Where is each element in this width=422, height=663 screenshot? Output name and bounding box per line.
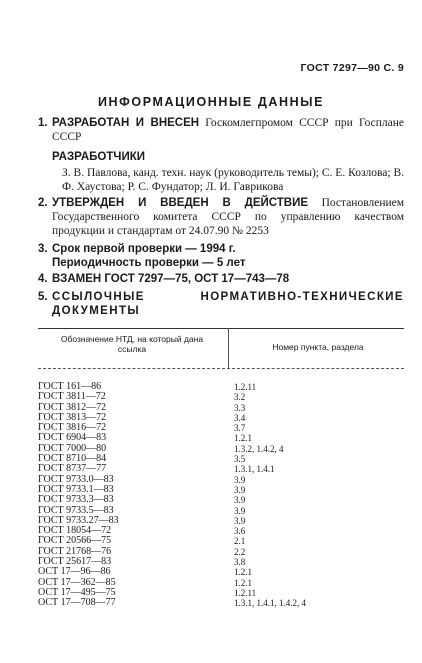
clause-number: 3.6	[234, 526, 246, 537]
item-heading: РАЗРАБОТАН И ВНЕСЕН	[52, 117, 200, 129]
clause-number: 3.3	[234, 402, 246, 413]
clause-number: 3.9	[234, 484, 246, 495]
document-designation: ГОСТ 3812—72	[38, 401, 107, 413]
developers-text: З. В. Павлова, канд. техн. наук (руководитель темы); С. Е. Козлова; В. Ф. Хаустова; Р. С. Фундатор; Л. И. Гаврикова	[62, 167, 404, 193]
clause-number: 1.2.1	[234, 577, 252, 588]
item-number: 5.	[38, 291, 48, 303]
clause-number: 3.4	[234, 412, 246, 423]
document-designation: ГОСТ 3813—72	[38, 411, 107, 423]
first-review-line: Срок первой проверки — 1994 г.	[52, 243, 236, 255]
table-row	[38, 598, 404, 608]
clause-number: 1.3.1, 1.4.1, 1.4.2, 4	[234, 598, 306, 609]
document-designation: ГОСТ 18054—72	[38, 525, 112, 537]
item-number: 3.	[38, 243, 48, 255]
clause-number: 3.8	[234, 557, 246, 568]
clause-number: 2.1	[234, 536, 246, 547]
item-text: ВЗАМЕН ГОСТ 7297—75, ОСТ 17—743—78	[52, 273, 290, 285]
item-heading: УТВЕРЖДЕН И ВВЕДЕН В ДЕЙСТВИЕ	[52, 197, 309, 209]
clause-number: 1.2.11	[234, 587, 257, 598]
item-text: Госкомлегпромом СССР при Госплане СССР	[52, 117, 404, 143]
document-designation: ГОСТ 8737—77	[38, 463, 107, 475]
clause-number: 3.5	[234, 454, 246, 465]
item-review	[38, 242, 404, 270]
table-header-document: Обозначение НТД, на который дана ссылка	[60, 334, 204, 354]
document-designation: ГОСТ 20566—75	[38, 535, 112, 547]
table-body	[38, 382, 404, 609]
document-designation: ГОСТ 9733.27—83	[38, 514, 119, 526]
document-designation: ГОСТ 9733.0—83	[38, 473, 114, 485]
item-references	[38, 290, 404, 318]
clause-number: 1.2.1	[234, 567, 252, 578]
clause-number: 1.2.11	[234, 382, 257, 392]
clause-number: 1.3.1, 1.4.1	[234, 464, 275, 475]
document-designation: ГОСТ 8710—84	[38, 453, 107, 465]
clause-number: 3.9	[234, 505, 246, 516]
document-designation: ГОСТ 6904—83	[38, 432, 107, 444]
clause-number: 2.2	[234, 546, 246, 557]
document-designation: ГОСТ 9733.1—83	[38, 483, 114, 495]
document-designation: ГОСТ 3811—72	[38, 391, 106, 403]
item-number: 2.	[38, 197, 48, 209]
review-period-line: Периодичность проверки — 5 лет	[52, 257, 246, 269]
document-designation: ГОСТ 3816—72	[38, 422, 107, 434]
clause-number: 3.9	[234, 495, 246, 506]
item-text: Постановлением Государственного комитета СССР по управлению качеством продукции и стандартам от 24.07.90 № 2253	[52, 197, 405, 237]
developers-list	[38, 166, 404, 194]
document-designation: ОСТ 17—708—77	[38, 597, 116, 609]
table-header-clause: Номер пункта, раздела	[272, 342, 364, 352]
developers-heading: РАЗРАБОТЧИКИ	[52, 151, 145, 163]
developers-heading-block	[38, 150, 404, 164]
clause-number: 1.3.2, 1.4.2, 4	[234, 443, 284, 454]
clause-number: 3.2	[234, 392, 246, 403]
document-designation: ОСТ 17—96—86	[38, 566, 111, 578]
document-designation: ГОСТ 21768—76	[38, 545, 112, 557]
document-designation: ГОСТ 25617—83	[38, 556, 112, 568]
document-designation: ГОСТ 9733.3—83	[38, 494, 114, 506]
item-replaces	[38, 272, 404, 286]
clause-number: 3.9	[234, 515, 246, 526]
document-designation: ОСТ 17—362—85	[38, 576, 116, 588]
item-number: 1.	[38, 117, 48, 129]
document-designation: ОСТ 17—495—75	[38, 586, 116, 598]
item-approved	[38, 196, 404, 238]
item-text: ССЫЛОЧНЫЕ НОРМАТИВНО-ТЕХНИЧЕСКИЕ ДОКУМЕНТЫ	[52, 291, 404, 317]
table-top-rule	[38, 328, 404, 329]
item-number: 4.	[38, 273, 48, 285]
document-designation: ГОСТ 7000—80	[38, 442, 107, 454]
clause-number: 1.2.1	[234, 433, 252, 444]
document-designation: ГОСТ 161—86	[38, 381, 102, 392]
clause-number: 3.7	[234, 423, 246, 434]
document-designation: ГОСТ 9733.5—83	[38, 504, 114, 516]
page-header: ГОСТ 7297—90 С. 9	[300, 62, 404, 74]
item-developed-by	[38, 116, 404, 144]
table-header-rule	[38, 368, 404, 369]
clause-number: 3.9	[234, 474, 246, 485]
section-title: ИНФОРМАЦИОННЫЕ ДАННЫЕ	[97, 95, 325, 109]
table-column-divider	[228, 328, 229, 368]
